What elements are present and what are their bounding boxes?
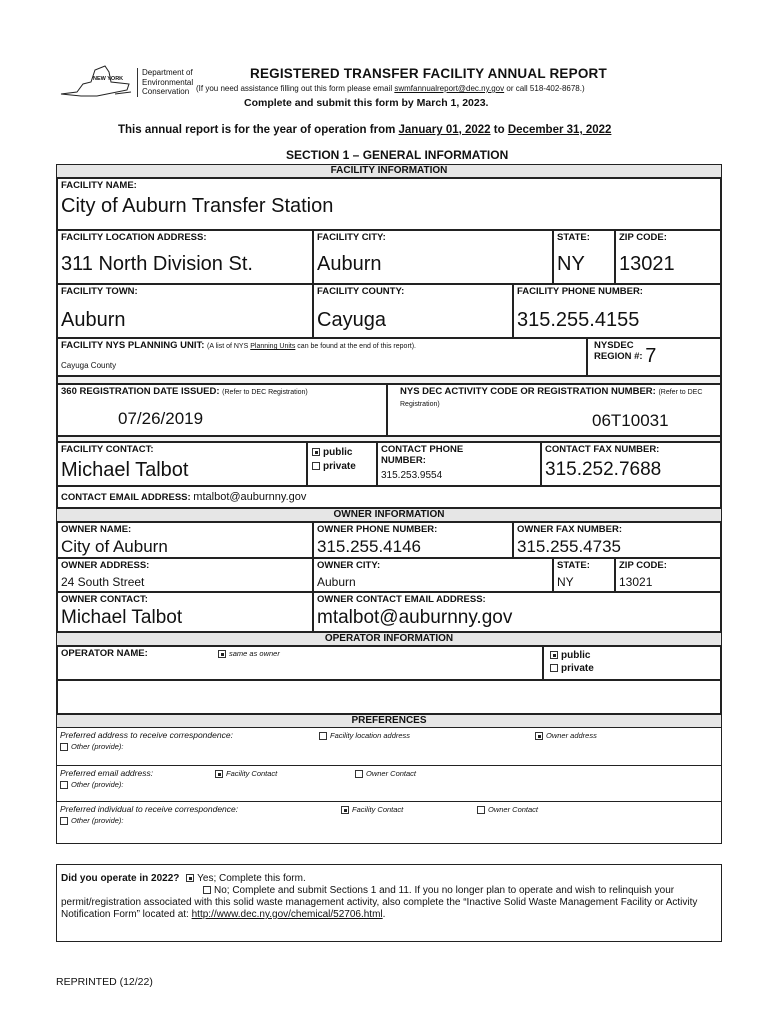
pref-email-facility-checkbox[interactable]	[215, 770, 223, 778]
facility-zip-label: ZIP CODE:	[619, 232, 667, 243]
pref-email-owner-option[interactable]: Owner Contact	[355, 769, 416, 778]
owner-phone-cell[interactable]	[313, 522, 513, 558]
facility-address-value: 311 North Division St.	[61, 253, 253, 275]
operator-name-label: OPERATOR NAME:	[61, 648, 148, 659]
owner-contact-cell[interactable]	[57, 592, 313, 632]
facility-contact-value: Michael Talbot	[61, 459, 189, 481]
pref-email-other-checkbox[interactable]	[60, 781, 68, 789]
owner-fax-value: 315.255.4735	[517, 537, 621, 556]
facility-town-label: FACILITY TOWN:	[61, 286, 138, 297]
owner-name-cell[interactable]	[57, 522, 313, 558]
operator-info-bar: OPERATOR INFORMATION	[57, 632, 721, 646]
operate-no-checkbox[interactable]	[203, 886, 211, 894]
registration-date-cell[interactable]	[57, 384, 387, 436]
owner-fax-label: OWNER FAX NUMBER:	[517, 524, 623, 535]
report-title: REGISTERED TRANSFER FACILITY ANNUAL REPORT	[250, 66, 607, 81]
contact-fax-cell[interactable]	[541, 442, 721, 486]
planning-units-link[interactable]: Planning Units	[250, 343, 296, 350]
planning-unit-cell[interactable]	[57, 338, 587, 376]
contact-email-cell[interactable]	[57, 486, 721, 508]
contact-fax-label: CONTACT FAX NUMBER:	[545, 444, 660, 455]
pref-address-facility-checkbox[interactable]	[319, 732, 327, 740]
operator-extra-row	[57, 680, 721, 714]
reprint-date: REPRINTED (12/22)	[56, 976, 153, 988]
pref-individual-owner-checkbox[interactable]	[477, 806, 485, 814]
pref-email-row	[57, 766, 721, 802]
facility-town-value: Auburn	[61, 309, 126, 331]
registration-date-value: 07/26/2019	[118, 409, 204, 428]
operator-private-option[interactable]: private	[550, 662, 714, 675]
operator-public-checkbox[interactable]	[550, 651, 558, 659]
facility-address-cell[interactable]	[57, 230, 313, 284]
operate-no-option[interactable]: No; Complete and submit Sections 1 and 11. If you no longer plan to operate and wish to relinquish your permit/registration associated with this solid waste management activity, also complete the “Inactive Solid Waste Management Facility or Activity Notification Form” located at: http://www.dec.ny.gov/chemical/52706.html.	[61, 885, 698, 920]
operator-public-private	[543, 646, 721, 680]
pref-address-row	[57, 728, 721, 766]
owner-zip-label: ZIP CODE:	[619, 560, 667, 571]
operate-yes-option[interactable]: Yes; Complete this form.	[186, 873, 306, 884]
year-to: December 31, 2022	[507, 124, 612, 136]
preferences-bar: PREFERENCES	[57, 714, 721, 728]
facility-phone-value: 315.255.4155	[517, 309, 640, 331]
same-as-owner-option[interactable]: same as owner	[218, 649, 280, 658]
facility-state-value: NY	[557, 253, 585, 275]
facility-town-cell[interactable]	[57, 284, 313, 338]
owner-name-label: OWNER NAME:	[61, 524, 132, 535]
facility-public-option[interactable]: public	[312, 446, 372, 460]
row-spacer	[57, 376, 721, 384]
facility-city-label: FACILITY CITY:	[317, 232, 386, 243]
facility-county-value: Cayuga	[317, 309, 386, 331]
owner-city-cell[interactable]	[313, 558, 553, 592]
facility-county-cell[interactable]	[313, 284, 513, 338]
contact-phone-value: 315.253.9554	[381, 470, 443, 481]
contact-phone-label: CONTACT PHONE NUMBER:	[381, 444, 464, 466]
operate-question: Did you operate in 2022?	[61, 873, 180, 884]
contact-fax-value: 315.252.7688	[545, 459, 662, 480]
pref-email-facility-option[interactable]: Facility Contact	[215, 769, 277, 778]
facility-name-value: City of Auburn Transfer Station	[61, 195, 334, 217]
pref-email-other-option[interactable]: Other (provide):	[60, 780, 124, 789]
new-york-state-map-icon	[57, 62, 135, 102]
svg-text:NEW YORK: NEW YORK	[93, 76, 124, 82]
owner-contact-email-label: OWNER CONTACT EMAIL ADDRESS:	[317, 594, 486, 605]
pref-individual-facility-option[interactable]: Facility Contact	[341, 805, 403, 814]
pref-address-other-option[interactable]: Other (provide):	[60, 742, 124, 751]
pref-address-owner-option[interactable]: Owner address	[535, 731, 597, 740]
pref-individual-owner-option[interactable]: Owner Contact	[477, 805, 538, 814]
facility-private-option[interactable]: private	[312, 460, 372, 474]
pref-individual-facility-checkbox[interactable]	[341, 806, 349, 814]
activity-code-cell[interactable]	[387, 384, 721, 436]
pref-address-facility-option[interactable]: Facility location address	[319, 731, 410, 740]
owner-contact-email-cell[interactable]	[313, 592, 721, 632]
owner-state-value: NY	[557, 575, 574, 589]
facility-city-cell[interactable]	[313, 230, 553, 284]
private-checkbox[interactable]	[312, 462, 320, 470]
region-value: 7	[645, 345, 657, 367]
planning-unit-label: FACILITY NYS PLANNING UNIT: (A list of NYS Planning Units can be found at the end of this report).	[61, 340, 416, 351]
owner-zip-cell[interactable]	[615, 558, 721, 592]
contact-email-value: mtalbot@auburnny.gov	[193, 491, 307, 503]
general-information-form	[56, 164, 722, 844]
facility-zip-value: 13021	[619, 253, 675, 275]
owner-name-value: City of Auburn	[61, 537, 168, 556]
pref-address-owner-checkbox[interactable]	[535, 732, 543, 740]
contact-phone-cell[interactable]	[377, 442, 541, 486]
section-title: SECTION 1 – GENERAL INFORMATION	[286, 148, 509, 162]
same-as-owner-checkbox[interactable]	[218, 650, 226, 658]
dec-name: Department of Environmental Conservation	[137, 68, 193, 97]
activity-code-label: NYS DEC ACTIVITY CODE OR REGISTRATION NUMBER: (Refer to DEC Registration)	[400, 386, 703, 408]
inactive-form-link[interactable]: http://www.dec.ny.gov/chemical/52706.html	[191, 909, 383, 920]
owner-state-label: STATE:	[557, 560, 590, 571]
activity-code-value: 06T10031	[592, 411, 669, 430]
public-checkbox[interactable]	[312, 448, 320, 456]
owner-state-cell[interactable]	[553, 558, 615, 592]
owner-contact-value: Michael Talbot	[61, 607, 183, 628]
region-cell[interactable]	[587, 338, 721, 376]
owner-address-cell[interactable]	[57, 558, 313, 592]
facility-city-value: Auburn	[317, 253, 382, 275]
registration-date-label: 360 REGISTRATION DATE ISSUED: (Refer to DEC Registration)	[61, 386, 308, 397]
owner-fax-cell[interactable]	[513, 522, 721, 558]
facility-zip-cell[interactable]	[615, 230, 721, 284]
pref-address-other-checkbox[interactable]	[60, 743, 68, 751]
assistance-note: (If you need assistance filling out this form please email swmfannualreport@dec.ny.gov or call 518-402-8678.)	[196, 84, 585, 93]
assistance-email-link[interactable]: swmfannualreport@dec.ny.gov	[394, 84, 505, 93]
owner-phone-value: 315.255.4146	[317, 537, 421, 556]
owner-city-label: OWNER CITY:	[317, 560, 381, 571]
pref-address-question: Preferred address to receive correspondence:	[60, 730, 233, 740]
facility-name-label: FACILITY NAME:	[61, 180, 137, 191]
owner-phone-label: OWNER PHONE NUMBER:	[317, 524, 438, 535]
year-from: January 01, 2022	[398, 124, 491, 136]
operator-name-cell[interactable]	[57, 646, 543, 680]
facility-phone-cell[interactable]	[513, 284, 721, 338]
pref-email-owner-checkbox[interactable]	[355, 770, 363, 778]
planning-unit-value: Cayuga County	[61, 361, 117, 370]
region-label: NYSDEC REGION #: 7	[594, 340, 657, 367]
owner-info-bar: OWNER INFORMATION	[57, 508, 721, 522]
operate-question-box	[56, 864, 722, 942]
owner-city-value: Auburn	[317, 575, 356, 589]
facility-info-bar: FACILITY INFORMATION	[57, 164, 721, 178]
submit-deadline: Complete and submit this form by March 1, 2023.	[244, 97, 489, 109]
facility-state-label: STATE:	[557, 232, 590, 243]
operator-public-option[interactable]: public	[550, 649, 714, 662]
report-year-line: This annual report is for the year of operation from January 01, 2022 to December 31, 2022	[118, 124, 612, 136]
owner-zip-value: 13021	[619, 575, 653, 589]
pref-individual-row	[57, 802, 721, 842]
facility-contact-label: FACILITY CONTACT:	[61, 444, 154, 455]
pref-individual-other-option[interactable]: Other (provide):	[60, 816, 124, 825]
nys-dec-logo	[57, 62, 199, 102]
pref-email-question: Preferred email address:	[60, 768, 154, 778]
owner-address-value: 24 South Street	[61, 575, 145, 589]
facility-name-cell[interactable]	[57, 178, 721, 230]
facility-public-private	[307, 442, 377, 486]
owner-contact-label: OWNER CONTACT:	[61, 594, 148, 605]
facility-state-cell[interactable]	[553, 230, 615, 284]
facility-phone-label: FACILITY PHONE NUMBER:	[517, 286, 643, 297]
owner-address-label: OWNER ADDRESS:	[61, 560, 150, 571]
contact-email-label: CONTACT EMAIL ADDRESS: mtalbot@auburnny.gov	[61, 491, 307, 503]
pref-individual-question: Preferred individual to receive correspondence:	[60, 804, 239, 814]
pref-individual-other-checkbox[interactable]	[60, 817, 68, 825]
operator-private-checkbox[interactable]	[550, 664, 558, 672]
owner-contact-email-value: mtalbot@auburnny.gov	[317, 607, 513, 628]
facility-address-label: FACILITY LOCATION ADDRESS:	[61, 232, 207, 243]
facility-contact-cell[interactable]	[57, 442, 307, 486]
facility-county-label: FACILITY COUNTY:	[317, 286, 405, 297]
operate-yes-checkbox[interactable]	[186, 874, 194, 882]
